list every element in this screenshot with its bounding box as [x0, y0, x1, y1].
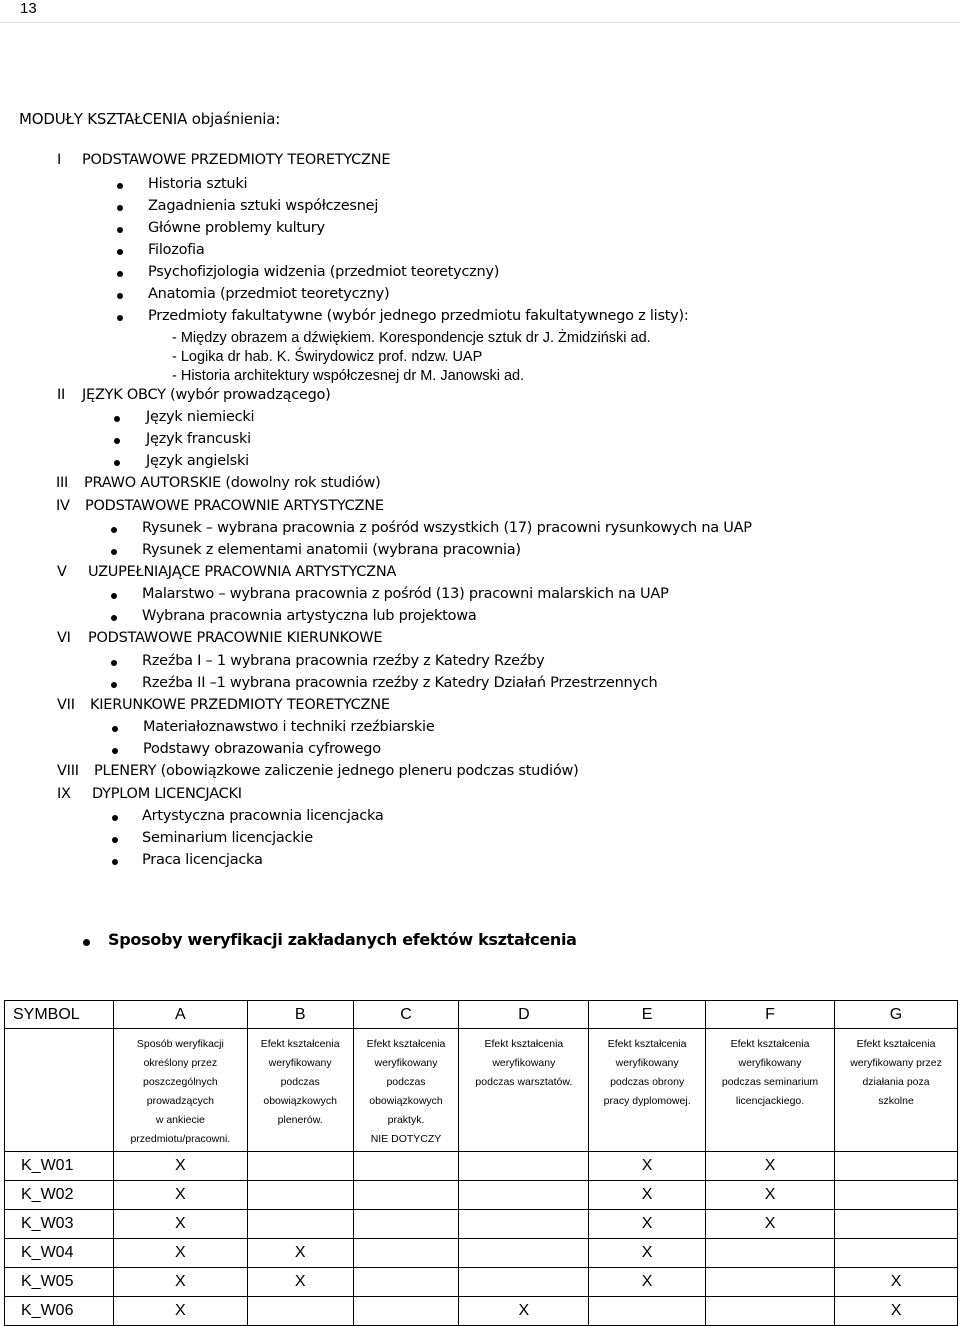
- mark-cell: X: [835, 1297, 958, 1326]
- bullet-icon: [111, 549, 117, 555]
- bullet-icon: [112, 815, 118, 821]
- mark-cell: [459, 1210, 589, 1239]
- list-item: Przedmioty fakultatywne (wybór jednego przedmiotu fakultatywnego z listy):: [148, 308, 689, 324]
- mark-cell: [353, 1268, 459, 1297]
- bullet-icon: [114, 416, 120, 422]
- mark-cell: X: [835, 1268, 958, 1297]
- mark-cell: [459, 1239, 589, 1268]
- section-IX-title: DYPLOM LICENCJACKI: [92, 786, 242, 802]
- description-cell: [353, 1029, 459, 1152]
- bullet-icon: [112, 726, 118, 732]
- list-item: Język francuski: [146, 431, 251, 447]
- mark-cell: X: [705, 1210, 834, 1239]
- bullet-icon: [114, 438, 120, 444]
- mark-cell: [247, 1152, 353, 1181]
- description-cell: [589, 1029, 706, 1152]
- mark-cell: [705, 1297, 834, 1326]
- list-item: Podstawy obrazowania cyfrowego: [143, 741, 381, 757]
- description-line: podczas: [280, 1076, 320, 1088]
- list-item: Psychofizjologia widzenia (przedmiot teoretyczny): [148, 264, 500, 280]
- table-row: [5, 1210, 958, 1239]
- mark-cell: [835, 1152, 958, 1181]
- symbol-cell: K_W06: [5, 1297, 114, 1326]
- mark-cell: X: [114, 1268, 248, 1297]
- description-empty-cell: [5, 1029, 114, 1152]
- description-line: podczas warsztatów.: [475, 1076, 573, 1088]
- mark-cell: [705, 1239, 834, 1268]
- list-item: Anatomia (przedmiot teoretyczny): [148, 286, 390, 302]
- symbol-cell: K_W02: [5, 1181, 114, 1210]
- section-III-title: PRAWO AUTORSKIE (dowolny rok studiów): [84, 475, 381, 491]
- description-line: prowadzących: [146, 1095, 214, 1107]
- table-row: [5, 1239, 958, 1268]
- description-line: określony przez: [143, 1057, 218, 1069]
- mark-cell: X: [589, 1239, 706, 1268]
- mark-cell: [835, 1239, 958, 1268]
- mark-cell: X: [589, 1181, 706, 1210]
- mark-cell: X: [589, 1268, 706, 1297]
- description-line: obowiązkowych: [369, 1095, 443, 1107]
- table-row: [5, 1297, 958, 1326]
- table-row: [5, 1152, 958, 1181]
- mark-cell: X: [114, 1210, 248, 1239]
- description-line: w ankiecie: [155, 1114, 205, 1126]
- bullet-icon: [112, 748, 118, 754]
- section-II-title: JĘZYK OBCY (wybór prowadzącego): [82, 387, 331, 403]
- list-item: Język angielski: [146, 453, 249, 469]
- description-line: Efekt kształcenia: [366, 1038, 446, 1050]
- list-item: Wybrana pracownia artystyczna lub projektowa: [142, 608, 477, 624]
- section-VI-number: VI: [57, 630, 71, 646]
- bullet-icon: [111, 615, 117, 621]
- list-item: Malarstwo – wybrana pracownia z pośród (13) pracowni malarskich na UAP: [142, 586, 669, 602]
- description-line: podczas seminarium: [721, 1076, 819, 1088]
- description-line: weryfikowany przez: [850, 1057, 942, 1069]
- section-VII-number: VII: [57, 697, 75, 713]
- bullet-icon: [117, 271, 123, 277]
- column-header: C: [353, 1001, 459, 1029]
- description-cell: [835, 1029, 958, 1152]
- bullet-icon: [117, 227, 123, 233]
- list-item: Materiałoznawstwo i techniki rzeźbiarskie: [143, 719, 435, 735]
- description-line: pracy dyplomowej.: [603, 1095, 691, 1107]
- bullet-icon: [117, 205, 123, 211]
- header-divider: [0, 22, 960, 23]
- mark-cell: [247, 1210, 353, 1239]
- section-IV-title: PODSTAWOWE PRACOWNIE ARTYSTYCZNE: [85, 498, 384, 514]
- table-row: [5, 1268, 958, 1297]
- mark-cell: X: [114, 1297, 248, 1326]
- mark-cell: [459, 1152, 589, 1181]
- description-line: Efekt kształcenia: [730, 1038, 810, 1050]
- verification-matrix: [4, 1000, 958, 1326]
- description-line: weryfikowany: [738, 1057, 802, 1069]
- mark-cell: X: [247, 1239, 353, 1268]
- symbol-cell: K_W03: [5, 1210, 114, 1239]
- mark-cell: X: [114, 1239, 248, 1268]
- mark-cell: X: [705, 1152, 834, 1181]
- description-line: Sposób weryfikacji: [136, 1038, 224, 1050]
- list-item: Filozofia: [148, 242, 205, 258]
- mark-cell: X: [114, 1152, 248, 1181]
- bullet-icon: [112, 837, 118, 843]
- bullet-icon: [114, 460, 120, 466]
- list-item: Główne problemy kultury: [148, 220, 325, 236]
- description-line: weryfikowany: [374, 1057, 438, 1069]
- description-cell: [459, 1029, 589, 1152]
- mark-cell: [589, 1297, 706, 1326]
- description-line: przedmiotu/pracowni.: [130, 1133, 231, 1145]
- page-title: MODUŁY KSZTAŁCENIA objaśnienia:: [19, 110, 281, 128]
- symbol-cell: K_W04: [5, 1239, 114, 1268]
- description-line: praktyk.: [387, 1114, 425, 1126]
- section-VIII-title: PLENERY (obowiązkowe zaliczenie jednego pleneru podczas studiów): [94, 763, 579, 779]
- description-cell: [247, 1029, 353, 1152]
- list-item: Rysunek z elementami anatomii (wybrana pracownia): [142, 542, 521, 558]
- description-line: Efekt kształcenia: [260, 1038, 340, 1050]
- bullet-icon: [83, 939, 90, 946]
- section-IV-number: IV: [56, 498, 70, 514]
- mark-cell: [835, 1210, 958, 1239]
- mark-cell: X: [247, 1268, 353, 1297]
- description-line: podczas: [386, 1076, 426, 1088]
- description-line: szkolne: [878, 1095, 914, 1107]
- description-line: Efekt kształcenia: [607, 1038, 687, 1050]
- list-item: Język niemiecki: [146, 409, 255, 425]
- section-VII-title: KIERUNKOWE PRZEDMIOTY TEORETYCZNE: [90, 697, 390, 713]
- column-header: G: [835, 1001, 958, 1029]
- description-line: weryfikowany: [615, 1057, 679, 1069]
- symbol-header: SYMBOL: [5, 1001, 114, 1029]
- bullet-icon: [117, 293, 123, 299]
- mark-cell: X: [114, 1181, 248, 1210]
- description-line: plenerów.: [277, 1114, 323, 1126]
- description-line: poszczególnych: [143, 1076, 218, 1088]
- mark-cell: X: [589, 1210, 706, 1239]
- section-VI-title: PODSTAWOWE PRACOWNIE KIERUNKOWE: [88, 630, 383, 646]
- section-V-title: UZUPEŁNIAJĄCE PRACOWNIA ARTYSTYCZNA: [88, 564, 397, 580]
- list-item: Zagadnienia sztuki współczesnej: [148, 198, 379, 214]
- section-III-number: III: [56, 475, 69, 491]
- description-line: podczas obrony: [610, 1076, 685, 1088]
- description-line: licencjackiego.: [735, 1095, 805, 1107]
- description-cell: [114, 1029, 248, 1152]
- elective-item: - Logika dr hab. K. Świrydowicz prof. ndzw. UAP: [172, 349, 483, 365]
- bullet-icon: [111, 527, 117, 533]
- bullet-icon: [117, 249, 123, 255]
- mark-cell: [353, 1152, 459, 1181]
- mark-cell: [247, 1181, 353, 1210]
- mark-cell: [459, 1268, 589, 1297]
- section-IX-number: IX: [57, 786, 71, 802]
- list-item: Seminarium licencjackie: [142, 830, 313, 846]
- elective-item: - Historia architektury współczesnej dr M. Janowski ad.: [172, 368, 525, 384]
- description-line: NIE DOTYCZY: [370, 1133, 442, 1145]
- bullet-icon: [117, 315, 123, 321]
- description-line: Efekt kształcenia: [856, 1038, 936, 1050]
- table-row: [5, 1181, 958, 1210]
- column-header: A: [114, 1001, 248, 1029]
- bullet-icon: [111, 660, 117, 666]
- symbol-cell: K_W05: [5, 1268, 114, 1297]
- description-row: [5, 1029, 958, 1152]
- mark-cell: [705, 1268, 834, 1297]
- list-item: Rzeźba II –1 wybrana pracownia rzeźby z Katedry Działań Przestrzennych: [142, 675, 658, 691]
- section-I-number: I: [57, 152, 62, 168]
- list-item: Rysunek – wybrana pracownia z pośród wszystkich (17) pracowni rysunkowych na UAP: [142, 520, 752, 536]
- list-item: Rzeźba I – 1 wybrana pracownia rzeźby z Katedry Rzeźby: [142, 653, 545, 669]
- description-line: weryfikowany: [492, 1057, 556, 1069]
- section-I-title: PODSTAWOWE PRZEDMIOTY TEORETYCZNE: [82, 152, 391, 168]
- bullet-icon: [112, 859, 118, 865]
- column-header: B: [247, 1001, 353, 1029]
- mark-cell: [247, 1297, 353, 1326]
- description-line: obowiązkowych: [263, 1095, 337, 1107]
- mark-cell: X: [589, 1152, 706, 1181]
- mark-cell: [353, 1210, 459, 1239]
- elective-item: - Między obrazem a dźwiękiem. Korespondencje sztuk dr J. Żmidziński ad.: [172, 330, 651, 346]
- bullet-icon: [111, 593, 117, 599]
- bullet-icon: [111, 682, 117, 688]
- mark-cell: [353, 1239, 459, 1268]
- list-item: Praca licencjacka: [142, 852, 263, 868]
- mark-cell: [459, 1181, 589, 1210]
- description-line: Efekt kształcenia: [484, 1038, 564, 1050]
- table-header-row: [5, 1001, 958, 1029]
- page-number: 13: [20, 0, 37, 17]
- list-item: Artystyczna pracownia licencjacka: [142, 808, 384, 824]
- section-VIII-number: VIII: [57, 763, 79, 779]
- description-line: weryfikowany: [268, 1057, 332, 1069]
- bullet-icon: [117, 183, 123, 189]
- mark-cell: [835, 1181, 958, 1210]
- verification-heading: Sposoby weryfikacji zakładanych efektów kształcenia: [108, 930, 577, 949]
- section-II-number: II: [57, 387, 66, 403]
- mark-cell: X: [705, 1181, 834, 1210]
- column-header: F: [705, 1001, 834, 1029]
- description-line: działania poza: [862, 1076, 930, 1088]
- mark-cell: [353, 1181, 459, 1210]
- section-V-number: V: [57, 564, 67, 580]
- symbol-cell: K_W01: [5, 1152, 114, 1181]
- mark-cell: [353, 1297, 459, 1326]
- list-item: Historia sztuki: [148, 176, 248, 192]
- description-cell: [705, 1029, 834, 1152]
- column-header: E: [589, 1001, 706, 1029]
- mark-cell: X: [459, 1297, 589, 1326]
- column-header: D: [459, 1001, 589, 1029]
